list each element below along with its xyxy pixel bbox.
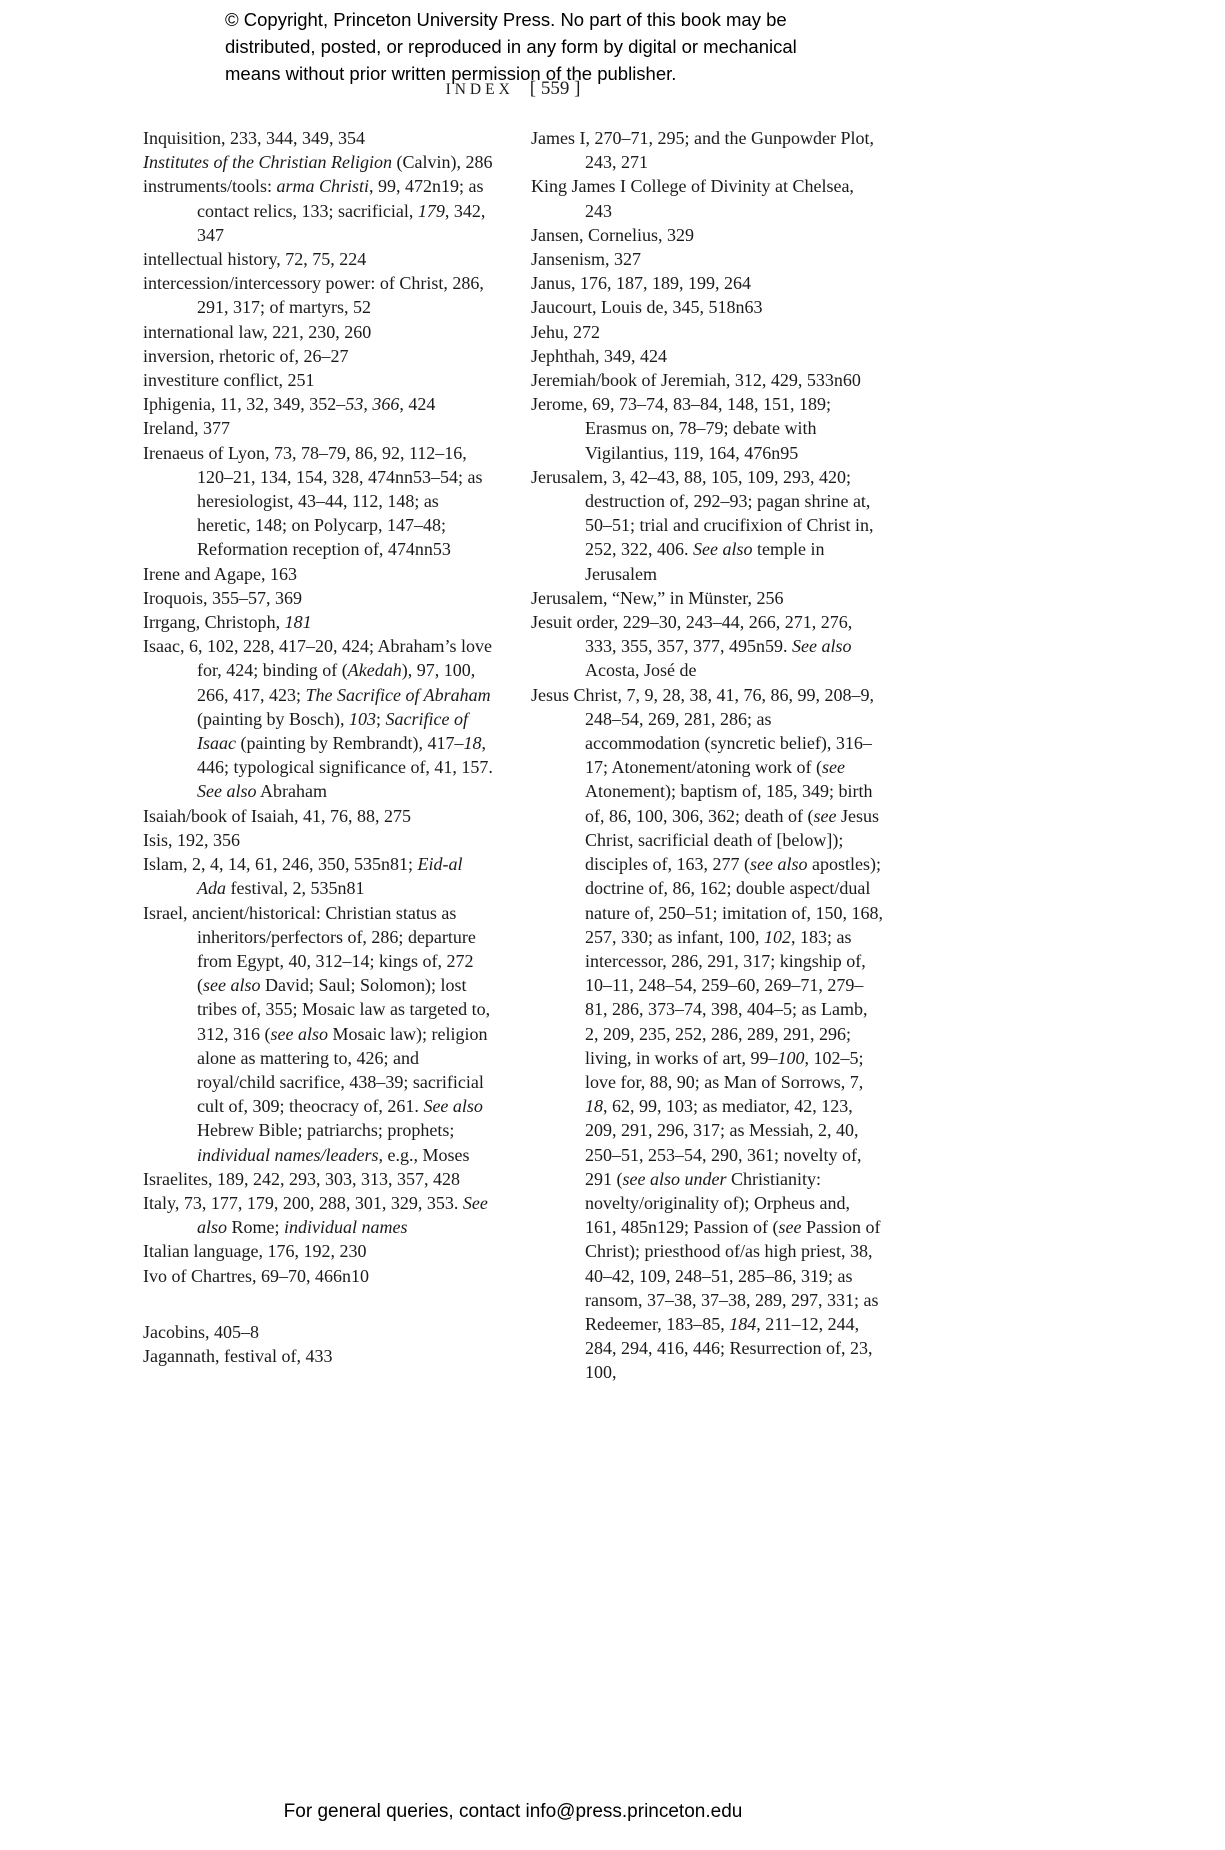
index-column-left — [143, 126, 495, 1385]
copyright-line: © Copyright, Princeton University Press. No part of this book may be — [225, 9, 787, 30]
index-entry: Italy, 73, 177, 179, 200, 288, 301, 329, 353. See also Rome; individual names — [143, 1192, 488, 1238]
index-entry: Irenaeus of Lyon, 73, 78–79, 86, 92, 112–16, 120–21, 134, 154, 328, 474nn53–54; as heresiologist, 43–44, 112, 148; as heretic, 148; on Polycarp, 147–48; Reformation reception of, 474nn53 — [143, 442, 483, 560]
index-entry: Jansenism, 327 — [531, 249, 641, 270]
index-entry: Jerome, 69, 73–74, 83–84, 148, 151, 189; Erasmus on, 78–79; debate with Vigilantius, 119, 164, 476n95 — [531, 394, 831, 463]
index-entry: Jehu, 272 — [531, 321, 600, 342]
page-footer — [143, 1801, 883, 1823]
index-entry: Janus, 176, 187, 189, 199, 264 — [531, 273, 751, 294]
page-number: [ 559 ] — [529, 78, 581, 99]
index-entry: Jesuit order, 229–30, 243–44, 266, 271, 276, 333, 355, 357, 377, 495n59. See also Acosta, José de — [531, 612, 853, 681]
index-entry: investiture conflict, 251 — [143, 370, 315, 391]
index-entry: intellectual history, 72, 75, 224 — [143, 249, 367, 270]
index-label: INDEX — [445, 81, 514, 98]
letter-break — [143, 1288, 495, 1320]
index-entry: Jephthah, 349, 424 — [531, 345, 667, 366]
index-entry: Isaac, 6, 102, 228, 417–20, 424; Abraham’s love for, 424; binding of (Akedah), 97, 100, 266, 417, 423; The Sacrifice of Abraham (painting by Bosch), 103; Sacrifice of Isaac (painting by Rembrandt), 417–18, 446; typological significance of, 41, 157. See also Abraham — [143, 636, 493, 802]
index-entry: Institutes of the Christian Religion (Calvin), 286 — [143, 152, 493, 173]
index-entry: Jagannath, festival of, 433 — [143, 1345, 333, 1366]
index-entry: Jacobins, 405–8 — [143, 1321, 259, 1342]
index-columns — [143, 126, 883, 1385]
index-entry: Isis, 192, 356 — [143, 829, 241, 850]
index-entry: inversion, rhetoric of, 26–27 — [143, 345, 349, 366]
copyright-notice — [225, 6, 797, 87]
index-entry: Jeremiah/book of Jeremiah, 312, 429, 533n60 — [531, 370, 861, 391]
index-entry: instruments/tools: arma Christi, 99, 472n19; as contact relics, 133; sacrificial, 179, 342, 347 — [143, 176, 486, 245]
index-entry: Irene and Agape, 163 — [143, 563, 297, 584]
index-entry: Jerusalem, “New,” in Münster, 256 — [531, 587, 784, 608]
running-head — [143, 78, 883, 100]
index-entry: Isaiah/book of Isaiah, 41, 76, 88, 275 — [143, 805, 411, 826]
index-entry: Jaucourt, Louis de, 345, 518n63 — [531, 297, 763, 318]
index-entry: James I, 270–71, 295; and the Gunpowder Plot, 243, 271 — [531, 128, 874, 173]
index-entry: Inquisition, 233, 344, 349, 354 — [143, 128, 366, 148]
copyright-line: means without prior written permission of the publisher. — [225, 63, 677, 84]
index-entry: Ireland, 377 — [143, 418, 230, 439]
index-column-right — [531, 126, 883, 1385]
index-entry: Israelites, 189, 242, 293, 303, 313, 357, 428 — [143, 1168, 460, 1189]
index-entry: Jansen, Cornelius, 329 — [531, 224, 694, 245]
index-entry: Jesus Christ, 7, 9, 28, 38, 41, 76, 86, 99, 208–9, 248–54, 269, 281, 286; as accommodation (syncretic belief), 316–17; Atonement/atoning work of (see Atonement); baptism of, 185, 349; birth of, 86, 100, 306, 362; death of (see Jesus Christ, sacrificial death of [below]); disciples of, 163, 277 (see also apostles); doctrine of, 86, 162; double aspect/dual nature of, 250–51; imitation of, 150, 168, 257, 330; as infant, 100, 102, 183; as intercessor, 286, 291, 317; kingship of, 10–11, 248–54, 259–60, 269–71, 279–81, 286, 373–74, 398, 404–5; as Lamb, 2, 209, 235, 252, 286, 289, 291, 296; living, in works of art, 99–100, 102–5; love for, 88, 90; as Man of Sorrows, 7, 18, 62, 99, 103; as mediator, 42, 123, 209, 291, 296, 317; as Messiah, 2, 40, 250–51, 253–54, 290, 361; novelty of, 291 (see also under Christianity: novelty/originality of); Orpheus and, 161, 485n129; Passion of (see Passion of Christ); priesthood of/as high priest, 38, 40–42, 109, 248–51, 285–86, 319; as ransom, 37–38, 37–38, 289, 297, 331; as Redeemer, 183–85, 184, 211–12, 244, 284, 294, 416, 446; Resurrection of, 23, 100, — [531, 684, 883, 1383]
index-entry: Jerusalem, 3, 42–43, 88, 105, 109, 293, 420; destruction of, 292–93; pagan shrine at, 50–51; trial and crucifixion of Christ in, 252, 322, 406. See also temple in Jerusalem — [531, 466, 874, 584]
index-entry: Italian language, 176, 192, 230 — [143, 1241, 367, 1262]
footer-text: For general queries, contact info@press.princeton.edu — [283, 1801, 743, 1822]
index-entry: international law, 221, 230, 260 — [143, 321, 372, 342]
index-entry: Islam, 2, 4, 14, 61, 246, 350, 535n81; Eid-al Ada festival, 2, 535n81 — [143, 854, 463, 899]
index-entry: Iroquois, 355–57, 369 — [143, 587, 302, 608]
index-entry: intercession/intercessory power: of Christ, 286, 291, 317; of martyrs, 52 — [143, 273, 484, 318]
index-entry: King James I College of Divinity at Chelsea, 243 — [531, 176, 854, 221]
index-entry: Ivo of Chartres, 69–70, 466n10 — [143, 1265, 369, 1286]
index-entry: Israel, ancient/historical: Christian status as inheritors/perfectors of, 286; departure from Egypt, 40, 312–14; kings of, 272 (see also David; Saul; Solomon); lost tribes of, 355; Mosaic law as targeted to, 312, 316 (see also Mosaic law); religion alone as mattering to, 426; and royal/child sacrifice, 438–39; sacrificial cult of, 309; theocracy of, 261. See also Hebrew Bible; patriarchs; prophets; individual names/leaders, e.g., Moses — [143, 902, 491, 1165]
copyright-line: distributed, posted, or reproduced in any form by digital or mechanical — [225, 36, 797, 57]
index-entry: Irrgang, Christoph, 181 — [143, 612, 312, 633]
index-entry: Iphigenia, 11, 32, 349, 352–53, 366, 424 — [143, 394, 436, 415]
